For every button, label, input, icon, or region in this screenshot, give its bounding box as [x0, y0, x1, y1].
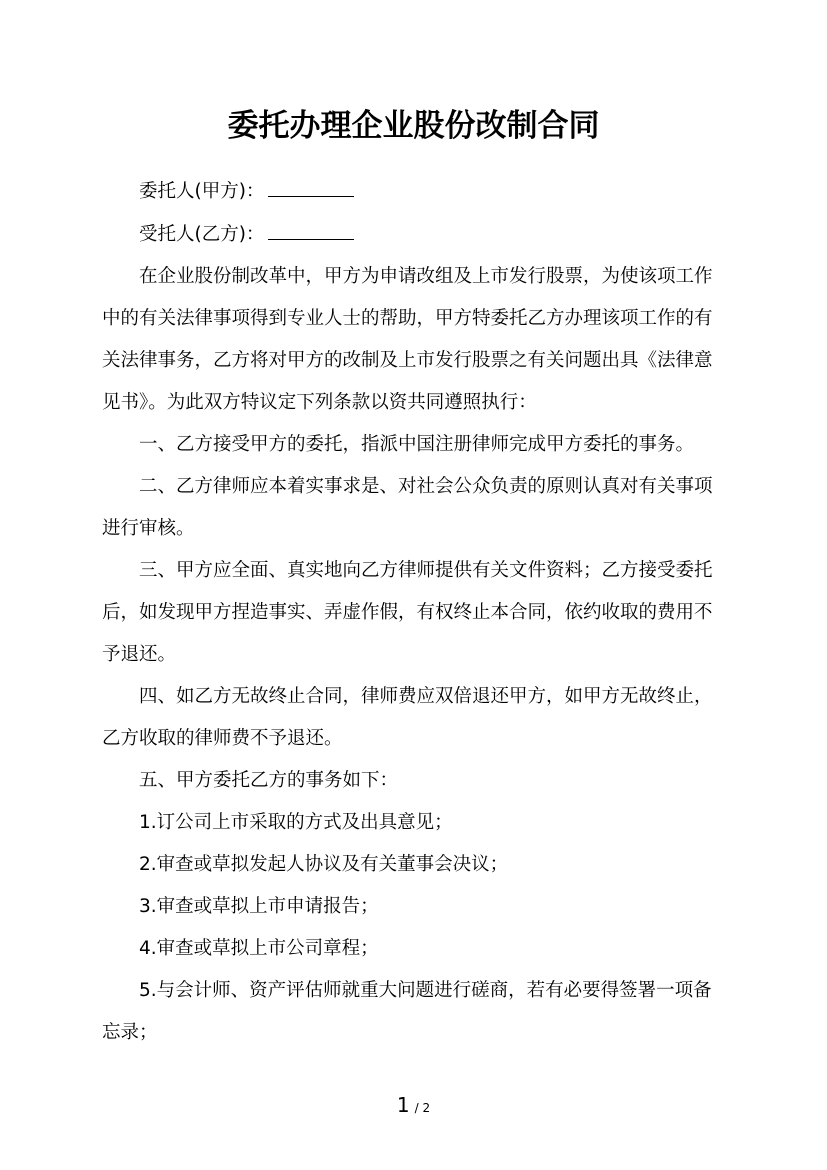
clause-4: 四、如乙方无故终止合同，律师费应双倍退还甲方，如甲方无故终止，乙方收取的律师费不予退还。 — [102, 686, 713, 749]
list-item-4: 4.审查或草拟上市公司章程； — [139, 938, 379, 959]
clause-2: 二、乙方律师应本着实事求是、对社会公众负责的原则认真对有关事项进行审核。 — [102, 476, 713, 539]
page-total: / 2 — [414, 1101, 431, 1115]
clause-1: 一、乙方接受甲方的委托，指派中国注册律师完成甲方委托的事务。 — [139, 434, 695, 455]
page-number: 1 — [396, 1093, 410, 1117]
list-item-1: 1.订公司上市采取的方式及出具意见； — [139, 812, 453, 833]
page-footer — [0, 1093, 827, 1117]
party-b-blank — [268, 213, 354, 240]
party-b-line — [102, 213, 727, 256]
party-a-line — [102, 170, 727, 213]
list-item-3: 3.审查或草拟上市申请报告； — [139, 896, 379, 917]
party-b-label: 受托人(乙方)： — [139, 224, 265, 245]
document-title: 委托办理企业股份改制合同 — [227, 108, 600, 144]
document-body — [102, 170, 727, 1054]
clause-3: 三、甲方应全面、真实地向乙方律师提供有关文件资料；乙方接受委托后，如发现甲方捏造事实、弄虚作假，有权终止本合同，依约收取的费用不予退还。 — [102, 560, 713, 665]
clause-5: 五、甲方委托乙方的事务如下： — [139, 770, 399, 791]
list-item-2: 2.审查或草拟发起人协议及有关董事会决议； — [139, 854, 509, 875]
party-a-blank — [268, 170, 354, 197]
preamble-paragraph: 在企业股份制改革中，甲方为申请改组及上市发行股票，为使该项工作中的有关法律事项得到专业人士的帮助，甲方特委托乙方办理该项工作的有关法律事务，乙方将对甲方的改制及上市发行股票之有关问题出具《法律意见书》。为此双方特议定下列条款以资共同遵照执行： — [102, 266, 713, 413]
list-item-5: 5.与会计师、资产评估师就重大问题进行磋商，若有必要得签署一项备忘录； — [102, 980, 712, 1043]
party-a-label: 委托人(甲方)： — [139, 181, 265, 202]
